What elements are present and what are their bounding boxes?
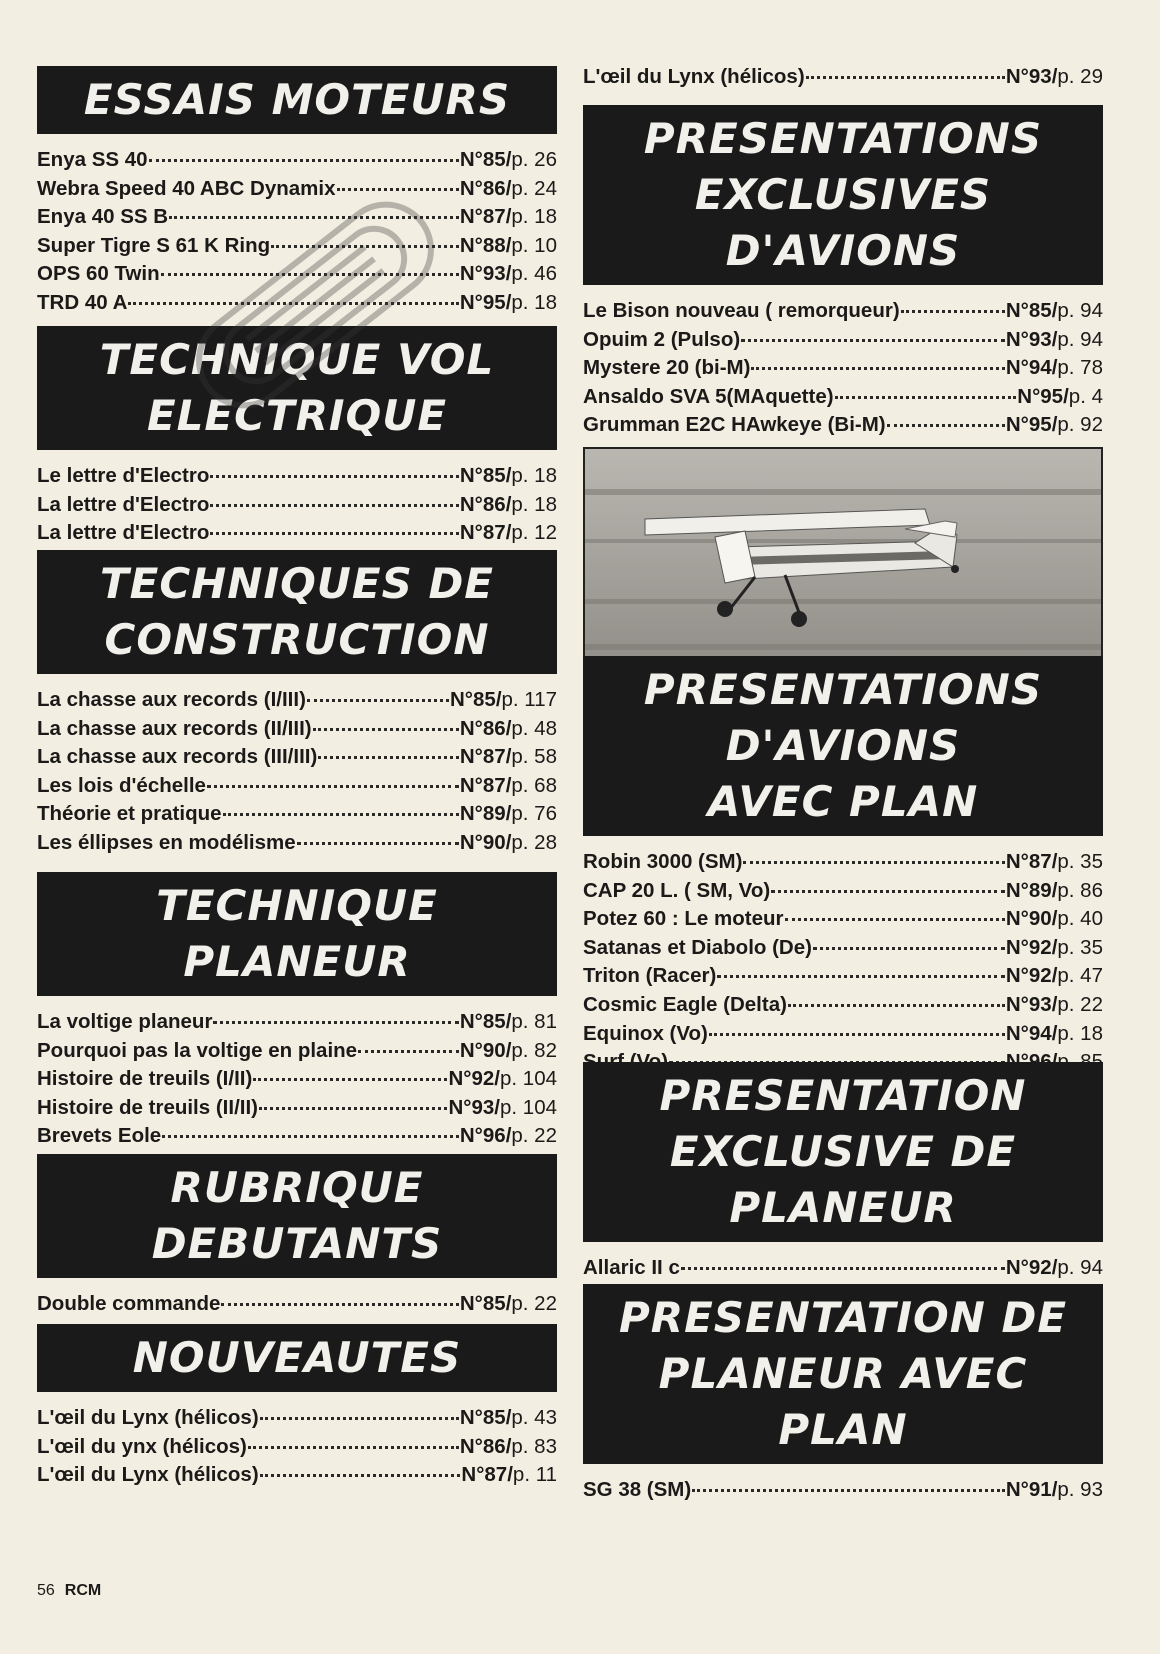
entry-page: p. 47 bbox=[1057, 964, 1103, 988]
entry-reference: N°93/p. 94 bbox=[1005, 327, 1103, 351]
entry-page: p. 26 bbox=[511, 148, 557, 171]
entry-title: Super Tigre S 61 K Ring bbox=[37, 233, 271, 257]
leader-dots bbox=[771, 889, 1005, 893]
section-heading-line: TECHNIQUES DE bbox=[99, 559, 494, 608]
entry-title: OPS 60 Twin bbox=[37, 262, 160, 286]
entry-reference: N°92/p. 94 bbox=[1005, 1256, 1103, 1279]
entry-page: p. 18 bbox=[511, 464, 557, 487]
entry-issue: N°89 bbox=[1005, 878, 1052, 902]
entry-reference: N°94/p. 18 bbox=[1005, 1021, 1103, 1045]
entry-issue: N°87 bbox=[459, 205, 506, 229]
entry-reference: N°90/p. 40 bbox=[1005, 907, 1103, 931]
entry-issue: N°93 bbox=[1005, 327, 1052, 351]
entry-reference: N°89/p. 86 bbox=[1005, 878, 1103, 902]
index-entry bbox=[583, 991, 1103, 1020]
leader-dots bbox=[743, 860, 1004, 864]
leader-dots bbox=[260, 1416, 459, 1420]
entry-page: p. 94 bbox=[1057, 299, 1103, 322]
entry-page: p. 22 bbox=[511, 1292, 557, 1315]
section-heading-line: D'AVIONS bbox=[725, 721, 961, 770]
index-entry bbox=[37, 829, 557, 858]
section-heading-line: EXCLUSIVE DE bbox=[669, 1127, 1017, 1176]
index-entry bbox=[583, 354, 1103, 383]
leader-dots bbox=[307, 698, 449, 702]
section-heading-line: PRESENTATIONS bbox=[643, 665, 1043, 714]
index-entry bbox=[583, 905, 1103, 934]
index-entry bbox=[37, 800, 557, 829]
entry-issue: N°95 bbox=[459, 290, 506, 314]
leader-dots bbox=[813, 946, 1005, 950]
index-entry bbox=[37, 1433, 557, 1462]
section-heading bbox=[37, 326, 557, 450]
leader-dots bbox=[207, 784, 459, 788]
leader-dots bbox=[149, 158, 459, 162]
entry-title: Allaric II c bbox=[583, 1256, 680, 1279]
entry-title: La lettre d'Electro bbox=[37, 492, 210, 516]
entry-issue: N°85 bbox=[459, 1010, 506, 1033]
entry-page: p. 81 bbox=[511, 1010, 557, 1033]
section-technique-planeur bbox=[37, 872, 557, 1151]
index-entry bbox=[583, 383, 1103, 412]
entry-issue: N°85 bbox=[1005, 299, 1052, 322]
index-entry bbox=[583, 848, 1103, 877]
entry-list bbox=[37, 1008, 557, 1151]
entry-issue: N°94 bbox=[1005, 1021, 1052, 1045]
section-heading-line: TECHNIQUE VOL bbox=[99, 335, 495, 384]
entry-issue: N°95 bbox=[1005, 413, 1052, 437]
entry-title: La chasse aux records (II/III) bbox=[37, 716, 312, 740]
magazine-name: RCM bbox=[64, 1582, 102, 1599]
index-entry bbox=[37, 743, 557, 772]
index-entry bbox=[37, 146, 557, 175]
section-presentation-de-planeur-avec-plan bbox=[583, 1284, 1103, 1505]
leader-dots bbox=[259, 1106, 447, 1110]
entry-page: p. 78 bbox=[1057, 356, 1103, 380]
entry-reference: N°95/p. 92 bbox=[1005, 413, 1103, 437]
section-essais-moteurs bbox=[37, 66, 557, 318]
entry-title: Triton (Racer) bbox=[583, 964, 717, 988]
entry-issue: N°87 bbox=[1005, 850, 1052, 873]
index-entry bbox=[37, 1037, 557, 1066]
entry-issue: N°85 bbox=[459, 464, 506, 487]
index-entry bbox=[37, 462, 557, 491]
section-heading-line: PRESENTATIONS bbox=[643, 114, 1043, 163]
entry-page: p. 83 bbox=[511, 1434, 557, 1458]
leader-dots bbox=[692, 1488, 1005, 1492]
entry-issue: N°95 bbox=[1017, 384, 1064, 408]
section-heading-line: PRESENTATION bbox=[659, 1071, 1027, 1120]
entry-issue: N°86 bbox=[459, 176, 506, 200]
entry-list bbox=[37, 1404, 557, 1490]
leader-dots bbox=[161, 272, 459, 276]
entry-title: La lettre d'Electro bbox=[37, 521, 210, 545]
leader-dots bbox=[785, 917, 1005, 921]
leader-dots bbox=[248, 1445, 459, 1449]
entry-reference: N°85/p. 81 bbox=[459, 1010, 557, 1033]
section-nouveautes bbox=[37, 1324, 557, 1490]
entry-reference: N°86/p. 18 bbox=[459, 492, 557, 516]
section-heading-line: ELECTRIQUE bbox=[146, 391, 448, 440]
leader-dots bbox=[271, 244, 459, 248]
index-entry bbox=[583, 877, 1103, 906]
entry-title: La voltige planeur bbox=[37, 1010, 213, 1033]
entry-issue: N°87 bbox=[461, 1463, 508, 1487]
index-entry bbox=[583, 1254, 1103, 1283]
section-heading-line: DEBUTANTS bbox=[151, 1219, 443, 1268]
entry-reference: N°85/p. 117 bbox=[450, 688, 557, 711]
index-entry bbox=[583, 962, 1103, 991]
entry-page: p. 35 bbox=[1057, 935, 1103, 959]
leader-dots bbox=[260, 1473, 461, 1477]
entry-reference: N°96/p. 22 bbox=[459, 1124, 557, 1148]
entry-issue: N°87 bbox=[459, 773, 506, 797]
entry-reference: N°85/p. 18 bbox=[459, 464, 557, 487]
index-entry bbox=[583, 63, 1103, 92]
entry-page: p. 43 bbox=[511, 1406, 557, 1429]
entry-title: Webra Speed 40 ABC Dynamix bbox=[37, 176, 336, 200]
entry-page: p. 22 bbox=[1057, 992, 1103, 1016]
entry-page: p. 12 bbox=[511, 521, 557, 545]
entry-issue: N°91 bbox=[1005, 1478, 1052, 1501]
entry-issue: N°93 bbox=[1005, 65, 1052, 88]
entry-title: La chasse aux records (III/III) bbox=[37, 745, 318, 769]
entry-title: Les éllipses en modélisme bbox=[37, 830, 296, 854]
entry-title: Histoire de treuils (I/II) bbox=[37, 1067, 253, 1091]
entry-reference: N°89/p. 76 bbox=[459, 802, 557, 826]
entry-title: Théorie et pratique bbox=[37, 802, 222, 826]
leader-dots bbox=[223, 812, 459, 816]
entry-title: Brevets Eole bbox=[37, 1124, 162, 1148]
entry-page: p. 11 bbox=[512, 1463, 557, 1487]
index-entry bbox=[37, 1008, 557, 1037]
entry-issue: N°86 bbox=[459, 716, 506, 740]
entry-page: p. 10 bbox=[511, 233, 557, 257]
section-heading bbox=[37, 872, 557, 996]
section-heading-line: PLAN bbox=[778, 1405, 908, 1454]
entry-reference: N°95/p. 4 bbox=[1017, 384, 1103, 408]
entry-page: p. 4 bbox=[1068, 384, 1103, 408]
index-entry bbox=[37, 1122, 557, 1151]
entry-reference: N°86/p. 24 bbox=[459, 176, 557, 200]
entry-reference: N°87/p. 12 bbox=[459, 521, 557, 545]
entry-issue: N°85 bbox=[450, 688, 496, 711]
index-entry bbox=[37, 232, 557, 261]
entry-page: p. 68 bbox=[511, 773, 557, 797]
entry-issue: N°88 bbox=[459, 233, 506, 257]
entry-page: p. 40 bbox=[1057, 907, 1103, 931]
entry-title: Enya SS 40 bbox=[37, 148, 148, 171]
leader-dots bbox=[337, 187, 459, 191]
entry-reference: N°92/p. 35 bbox=[1005, 935, 1103, 959]
leader-dots bbox=[318, 755, 459, 759]
index-entry bbox=[37, 1404, 557, 1433]
index-entry bbox=[37, 715, 557, 744]
entry-issue: N°86 bbox=[459, 492, 506, 516]
entry-page: p. 18 bbox=[511, 290, 557, 314]
section-heading bbox=[37, 66, 557, 134]
entry-title: Grumman E2C HAwkeye (Bi-M) bbox=[583, 413, 886, 437]
index-entry bbox=[583, 297, 1103, 326]
entry-reference: N°87/p. 35 bbox=[1005, 850, 1103, 873]
entry-reference: N°87/p. 11 bbox=[461, 1463, 557, 1487]
index-entry bbox=[37, 1094, 557, 1123]
section-technique-vol-electrique bbox=[37, 326, 557, 548]
index-entry bbox=[37, 175, 557, 204]
leader-dots bbox=[297, 841, 459, 845]
entry-title: L'œil du ynx (hélicos) bbox=[37, 1434, 247, 1458]
index-entry bbox=[37, 289, 557, 318]
entry-title: Enya 40 SS B bbox=[37, 205, 169, 229]
index-entry bbox=[583, 1020, 1103, 1049]
section-heading-line: PLANEUR AVEC bbox=[658, 1349, 1028, 1398]
leader-dots bbox=[313, 727, 459, 731]
entry-issue: N°85 bbox=[459, 148, 506, 171]
entry-page: p. 48 bbox=[511, 716, 557, 740]
index-entry bbox=[37, 1065, 557, 1094]
leader-dots bbox=[741, 338, 1005, 342]
model-airplane-photo bbox=[583, 447, 1103, 677]
index-entry bbox=[583, 411, 1103, 440]
entry-reference: N°94/p. 78 bbox=[1005, 356, 1103, 380]
entry-title: Equinox (Vo) bbox=[583, 1021, 708, 1045]
index-entry bbox=[37, 491, 557, 520]
entry-title: Robin 3000 (SM) bbox=[583, 850, 743, 873]
entry-title: SG 38 (SM) bbox=[583, 1478, 692, 1501]
entry-issue: N°94 bbox=[1005, 356, 1052, 380]
entry-list bbox=[583, 297, 1103, 440]
leader-dots bbox=[358, 1049, 459, 1053]
photo-image bbox=[585, 449, 1101, 675]
page-number: 56 bbox=[37, 1582, 55, 1599]
entry-title: Double commande bbox=[37, 1292, 221, 1315]
entry-issue: N°86 bbox=[459, 1434, 506, 1458]
leader-dots bbox=[162, 1134, 459, 1138]
entry-issue: N°92 bbox=[1005, 1256, 1052, 1279]
entry-issue: N°93 bbox=[459, 262, 506, 286]
leader-dots bbox=[788, 1003, 1005, 1007]
entry-page: p. 46 bbox=[511, 262, 557, 286]
entry-reference: N°88/p. 10 bbox=[459, 233, 557, 257]
entry-list bbox=[37, 146, 557, 318]
entry-list bbox=[583, 848, 1103, 1077]
section-heading-line: TECHNIQUE bbox=[156, 881, 438, 930]
entry-page: p. 29 bbox=[1057, 65, 1103, 88]
entry-page: p. 82 bbox=[511, 1038, 557, 1062]
entry-reference: N°93/p. 29 bbox=[1005, 65, 1103, 88]
section-heading-line: ESSAIS MOTEURS bbox=[83, 75, 511, 124]
entry-reference: N°95/p. 18 bbox=[459, 290, 557, 314]
section-heading-line: PLANEUR bbox=[729, 1183, 957, 1232]
section-heading bbox=[37, 1154, 557, 1278]
leader-dots bbox=[806, 75, 1005, 79]
entry-title: Ansaldo SVA 5(MAquette) bbox=[583, 384, 834, 408]
leader-dots bbox=[901, 309, 1005, 313]
entry-page: p. 35 bbox=[1057, 850, 1103, 873]
entry-page: p. 76 bbox=[511, 802, 557, 826]
leader-dots bbox=[835, 395, 1017, 399]
leader-dots bbox=[210, 474, 459, 478]
entry-title: Les lois d'échelle bbox=[37, 773, 206, 797]
entry-title: Pourquoi pas la voltige en plaine bbox=[37, 1038, 358, 1062]
index-entry bbox=[37, 1461, 557, 1490]
index-entry bbox=[37, 772, 557, 801]
entry-issue: N°87 bbox=[459, 745, 506, 769]
index-entry bbox=[37, 686, 557, 715]
entry-issue: N°90 bbox=[1005, 907, 1052, 931]
entry-title: La chasse aux records (I/III) bbox=[37, 688, 306, 711]
entry-title: CAP 20 L. ( SM, Vo) bbox=[583, 878, 771, 902]
entry-issue: N°92 bbox=[1005, 964, 1052, 988]
index-entry bbox=[37, 1290, 557, 1319]
entry-page: p. 93 bbox=[1057, 1478, 1103, 1501]
entry-reference: N°87/p. 18 bbox=[459, 205, 557, 229]
entry-title: TRD 40 A bbox=[37, 290, 128, 314]
entry-title: L'œil du Lynx (hélicos) bbox=[37, 1463, 259, 1487]
index-entry bbox=[583, 326, 1103, 355]
entry-title: L'œil du Lynx (hélicos) bbox=[583, 65, 805, 88]
section-heading-line: PLANEUR bbox=[183, 937, 411, 986]
section-heading bbox=[37, 550, 557, 674]
entry-issue: N°89 bbox=[459, 802, 506, 826]
entry-title: Histoire de treuils (II/II) bbox=[37, 1095, 258, 1119]
entry-reference: N°91/p. 93 bbox=[1005, 1478, 1103, 1501]
leader-dots bbox=[751, 366, 1004, 370]
index-entry bbox=[37, 260, 557, 289]
leader-dots bbox=[169, 215, 459, 219]
index-entry bbox=[583, 1476, 1103, 1505]
entry-page: p. 94 bbox=[1057, 1256, 1103, 1279]
leader-dots bbox=[210, 531, 459, 535]
entry-page: p. 18 bbox=[511, 492, 557, 516]
entry-issue: N°93 bbox=[448, 1095, 495, 1119]
entry-reference: N°85/p. 22 bbox=[459, 1292, 557, 1315]
entry-issue: N°92 bbox=[1005, 935, 1052, 959]
entry-page: p. 104 bbox=[500, 1095, 557, 1119]
entry-list bbox=[37, 686, 557, 858]
page-footer bbox=[37, 1582, 101, 1600]
index-entry bbox=[37, 519, 557, 548]
entry-page: p. 58 bbox=[511, 745, 557, 769]
section-heading-line: EXCLUSIVES bbox=[694, 170, 992, 219]
index-entry bbox=[37, 203, 557, 232]
section-heading-line: PRESENTATION DE bbox=[618, 1293, 1068, 1342]
entry-page: p. 92 bbox=[1057, 413, 1103, 437]
entry-list bbox=[583, 1476, 1103, 1505]
entry-page: p. 94 bbox=[1057, 327, 1103, 351]
entry-reference: N°92/p. 47 bbox=[1005, 964, 1103, 988]
section-rubrique-debutants bbox=[37, 1154, 557, 1319]
entry-page: p. 24 bbox=[511, 176, 557, 200]
entry-list bbox=[37, 462, 557, 548]
section-heading bbox=[583, 1284, 1103, 1464]
section-presentations-d-avions-avec-plan bbox=[583, 656, 1103, 1077]
entry-page: p. 28 bbox=[511, 830, 557, 854]
leader-dots bbox=[253, 1077, 447, 1081]
entry-page: p. 117 bbox=[501, 688, 557, 711]
section-heading bbox=[583, 105, 1103, 285]
entry-issue: N°90 bbox=[459, 830, 506, 854]
leader-dots bbox=[709, 1032, 1005, 1036]
leader-dots bbox=[213, 1020, 458, 1024]
entry-reference: N°85/p. 26 bbox=[459, 148, 557, 171]
entry-reference: N°93/p. 46 bbox=[459, 262, 557, 286]
leader-dots bbox=[221, 1302, 458, 1306]
entry-issue: N°85 bbox=[459, 1406, 506, 1429]
entry-reference: N°92/p. 104 bbox=[448, 1067, 557, 1091]
section-heading-line: AVEC PLAN bbox=[707, 777, 979, 826]
entry-title: Opuim 2 (Pulso) bbox=[583, 327, 741, 351]
entry-reference: N°86/p. 48 bbox=[459, 716, 557, 740]
entry-page: p. 86 bbox=[1057, 878, 1103, 902]
entry-page: p. 18 bbox=[511, 205, 557, 229]
entry-page: p. 18 bbox=[1057, 1021, 1103, 1045]
entry-reference: N°86/p. 83 bbox=[459, 1434, 557, 1458]
entry-page: p. 104 bbox=[500, 1067, 557, 1091]
section-presentation-exclusive-de-planeur bbox=[583, 1062, 1103, 1283]
section-heading-line: CONSTRUCTION bbox=[104, 615, 490, 664]
entry-reference: N°87/p. 58 bbox=[459, 745, 557, 769]
entry-issue: N°85 bbox=[459, 1292, 506, 1315]
entry-issue: N°87 bbox=[459, 521, 506, 545]
entry-reference: N°90/p. 28 bbox=[459, 830, 557, 854]
entry-title: Le Bison nouveau ( remorqueur) bbox=[583, 299, 900, 322]
entry-title: Cosmic Eagle (Delta) bbox=[583, 992, 787, 1016]
section-heading bbox=[37, 1324, 557, 1392]
entry-list bbox=[583, 1254, 1103, 1283]
section-presentations-exclusives-d-avions bbox=[583, 105, 1103, 440]
entry-title: Potez 60 : Le moteur bbox=[583, 907, 784, 931]
entry-issue: N°92 bbox=[448, 1067, 495, 1091]
entry-reference: N°93/p. 22 bbox=[1005, 992, 1103, 1016]
entry-reference: N°87/p. 68 bbox=[459, 773, 557, 797]
entry-reference: N°90/p. 82 bbox=[459, 1038, 557, 1062]
entry-list bbox=[37, 1290, 557, 1319]
entry-title: Satanas et Diabolo (De) bbox=[583, 935, 812, 959]
section-heading-line: NOUVEAUTES bbox=[132, 1333, 462, 1382]
leader-dots bbox=[681, 1266, 1005, 1270]
section-heading bbox=[583, 656, 1103, 836]
index-entry bbox=[583, 934, 1103, 963]
entry-reference: N°93/p. 104 bbox=[448, 1095, 557, 1119]
entry-issue: N°93 bbox=[1005, 992, 1052, 1016]
leader-dots bbox=[128, 301, 459, 305]
entry-title: Mystere 20 (bi-M) bbox=[583, 356, 751, 380]
entry-page: p. 22 bbox=[511, 1124, 557, 1148]
entry-issue: N°90 bbox=[459, 1038, 506, 1062]
section-techniques-de-construction bbox=[37, 550, 557, 858]
entry-reference: N°85/p. 94 bbox=[1005, 299, 1103, 322]
leader-dots bbox=[887, 423, 1005, 427]
entry-issue: N°96 bbox=[459, 1124, 506, 1148]
section-heading-line: RUBRIQUE bbox=[170, 1163, 424, 1212]
section-heading-line: D'AVIONS bbox=[725, 226, 961, 275]
entry-title: Le lettre d'Electro bbox=[37, 464, 210, 487]
section-heading bbox=[583, 1062, 1103, 1242]
entry-title: L'œil du Lynx (hélicos) bbox=[37, 1406, 259, 1429]
leader-dots bbox=[210, 503, 459, 507]
leader-dots bbox=[717, 974, 1005, 978]
entry-reference: N°85/p. 43 bbox=[459, 1406, 557, 1429]
